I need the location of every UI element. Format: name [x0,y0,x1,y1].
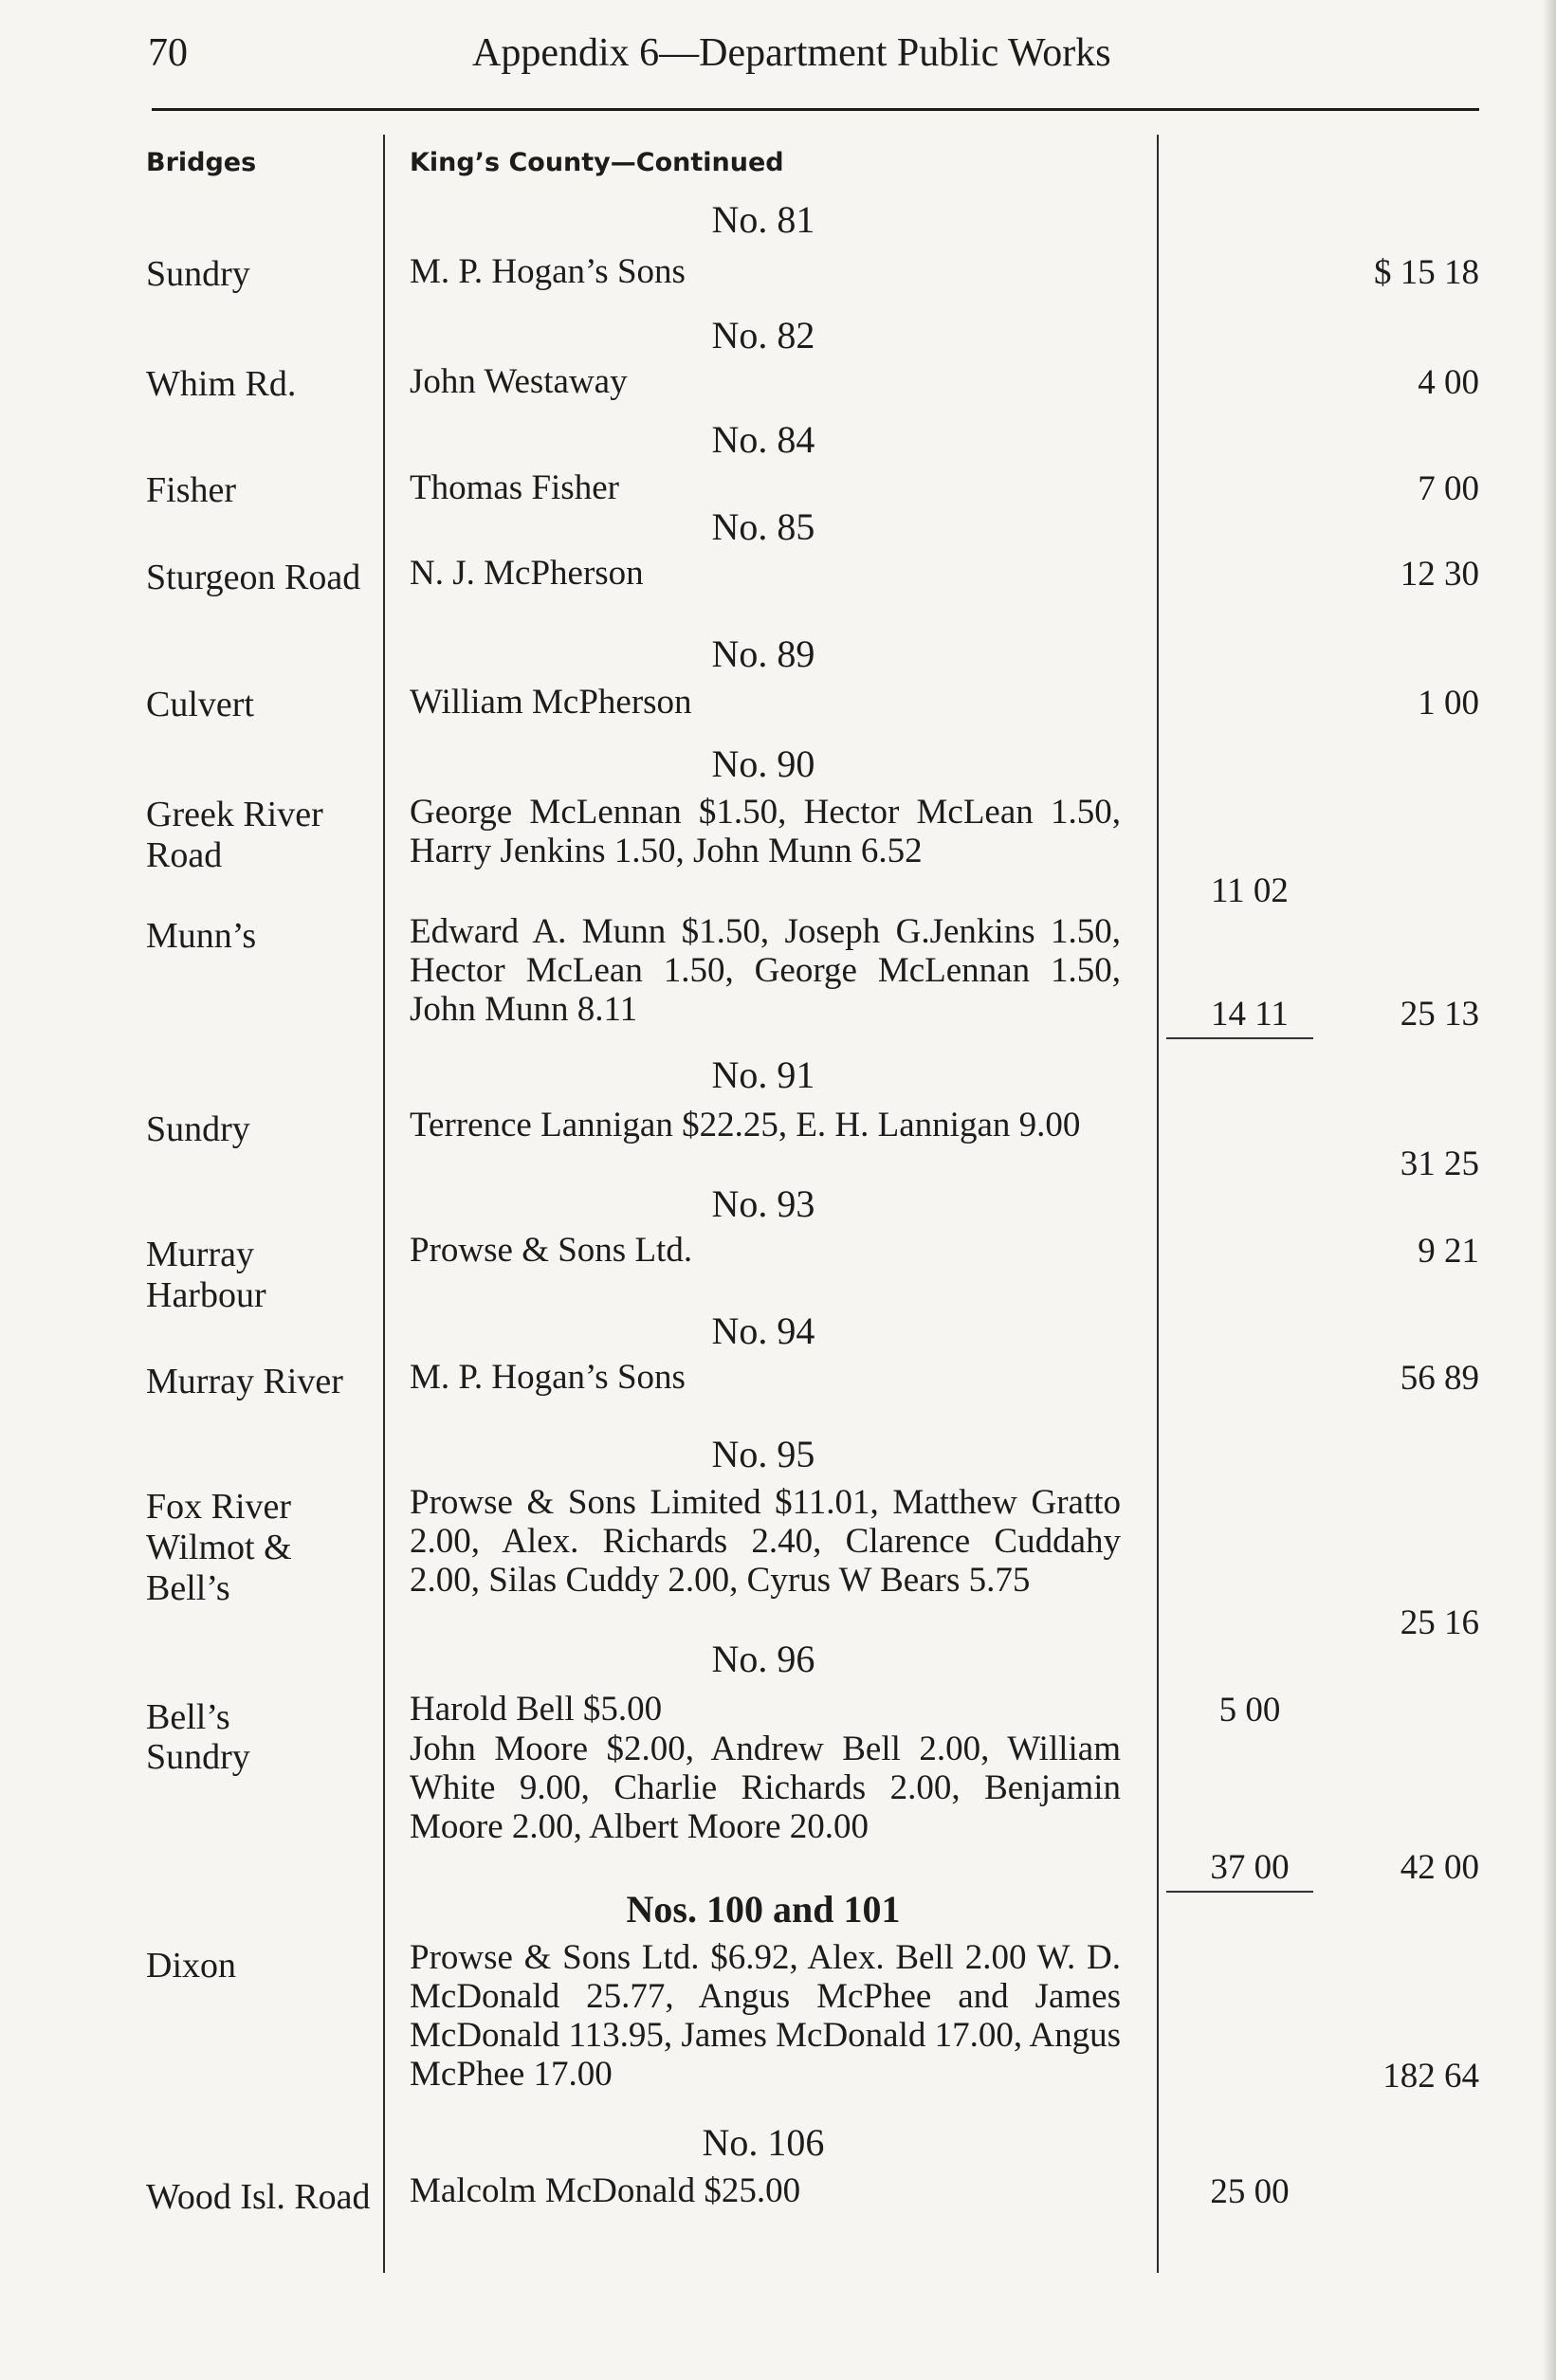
bridge-name: Fisher [146,470,236,510]
payee-description: Edward A. Munn $1.50, Joseph G.Jenkins 1.50, Hector McLean 1.50, George McLennan 1.50, John Munn 8.11 [410,912,1121,1029]
payee-description: Prowse & Sons Limited $11.01, Matthew Gratto 2.00, Alex. Richards 2.40, Clarence Cuddahy 2.00, Silas Cuddy 2.00, Cyrus W Bears 5.75 [410,1483,1121,1600]
payee-description: M. P. Hogan’s Sons [410,1358,686,1397]
page-title: Appendix 6—Department Public Works [472,31,1111,75]
amount-total: 4 00 [1418,363,1479,402]
bridge-name: Sundry [146,254,250,294]
payee-description: Terrence Lannigan $22.25, E. H. Lannigan 9.00 [410,1106,1081,1144]
payee-description: Prowse & Sons Ltd. [410,1231,693,1270]
amount-subtotal: 14 11 [1211,995,1289,1034]
amount-total: 42 00 [1400,1848,1479,1887]
bridge-name: Munn’s [146,916,257,956]
payee-description: John Moore $2.00, Andrew Bell 2.00, William White 9.00, Charlie Richards 2.00, Benjamin Moore 2.00, Albert Moore 20.00 [410,1730,1121,1846]
bridge-name: Sturgeon Road [146,558,361,597]
section-heading: No. 85 [711,505,815,548]
bridge-name: Sundry [146,1109,250,1149]
section-heading: No. 95 [711,1433,815,1475]
amount-subtotal: 5 00 [1218,1691,1281,1730]
bridge-name: Sundry [146,1737,250,1777]
bridge-name: Murray River [146,1362,343,1401]
amount-total: 12 30 [1400,555,1479,594]
bridge-name: Culvert [146,685,254,724]
section-heading: No. 89 [711,632,815,675]
amount-total: 25 16 [1400,1603,1479,1642]
payee-description: M. P. Hogan’s Sons [410,252,686,291]
section-heading: No. 91 [711,1053,815,1096]
amount-total: 182 64 [1382,2057,1479,2096]
amount-total: 56 89 [1400,1359,1479,1398]
section-heading: No. 93 [711,1182,815,1225]
section-heading: No. 81 [711,198,815,241]
payee-description: N. J. McPherson [410,554,644,593]
payee-description: Malcolm McDonald $25.00 [410,2171,801,2210]
header-rule [152,108,1479,111]
bridge-name: Fox River Wilmot & Bell’s [146,1487,292,1608]
amount-total: 9 21 [1418,1232,1479,1271]
payee-description: William McPherson [410,683,692,722]
amount-total: 1 00 [1418,684,1479,723]
page-header [142,30,1480,87]
section-heading: No. 106 [702,2121,825,2164]
section-heading: Nos. 100 and 101 [626,1888,901,1931]
section-heading: No. 96 [711,1638,815,1680]
bridge-name: Dixon [146,1946,236,1986]
section-heading: No. 94 [711,1309,815,1352]
page-number: 70 [148,31,188,75]
amount-total: 31 25 [1400,1144,1479,1183]
subtotal-rule [1166,1037,1313,1039]
payee-description: John Westaway [410,362,628,401]
amount-subtotal: 37 00 [1210,1848,1290,1887]
payee-description: Harold Bell $5.00 [410,1690,663,1729]
amount-subtotal: 11 02 [1211,871,1289,910]
page-edge-shadow [1543,0,1556,2380]
payee-description: George McLennan $1.50, Hector McLean 1.50, Harry Jenkins 1.50, John Munn 6.52 [410,793,1121,870]
bridge-name: Wood Isl. Road [146,2177,371,2217]
bridge-name: Whim Rd. [146,364,297,404]
column-divider-right [1157,135,1159,2273]
bridge-name: Greek River Road [146,795,323,875]
subtotal-rule [1166,1891,1313,1893]
bridge-name: Murray Harbour [146,1235,266,1315]
amount-total: 7 00 [1418,469,1479,508]
column-header-county: King’s County—Continued [410,148,784,177]
payee-description: Thomas Fisher [410,468,619,507]
payee-description: Prowse & Sons Ltd. $6.92, Alex. Bell 2.00 W. D. McDonald 25.77, Angus McPhee and James McDonald 113.95, James McDonald 17.00, Angus McPhee 17.00 [410,1938,1121,2094]
amount-subtotal: 25 00 [1210,2172,1290,2211]
amount-total: 25 13 [1400,995,1479,1034]
bridge-name: Bell’s [146,1697,230,1737]
section-heading: No. 84 [711,418,815,461]
column-header-bridges: Bridges [146,148,257,177]
section-heading: No. 90 [711,742,815,785]
section-heading: No. 82 [711,314,815,357]
amount-total: $ 15 18 [1374,253,1479,292]
